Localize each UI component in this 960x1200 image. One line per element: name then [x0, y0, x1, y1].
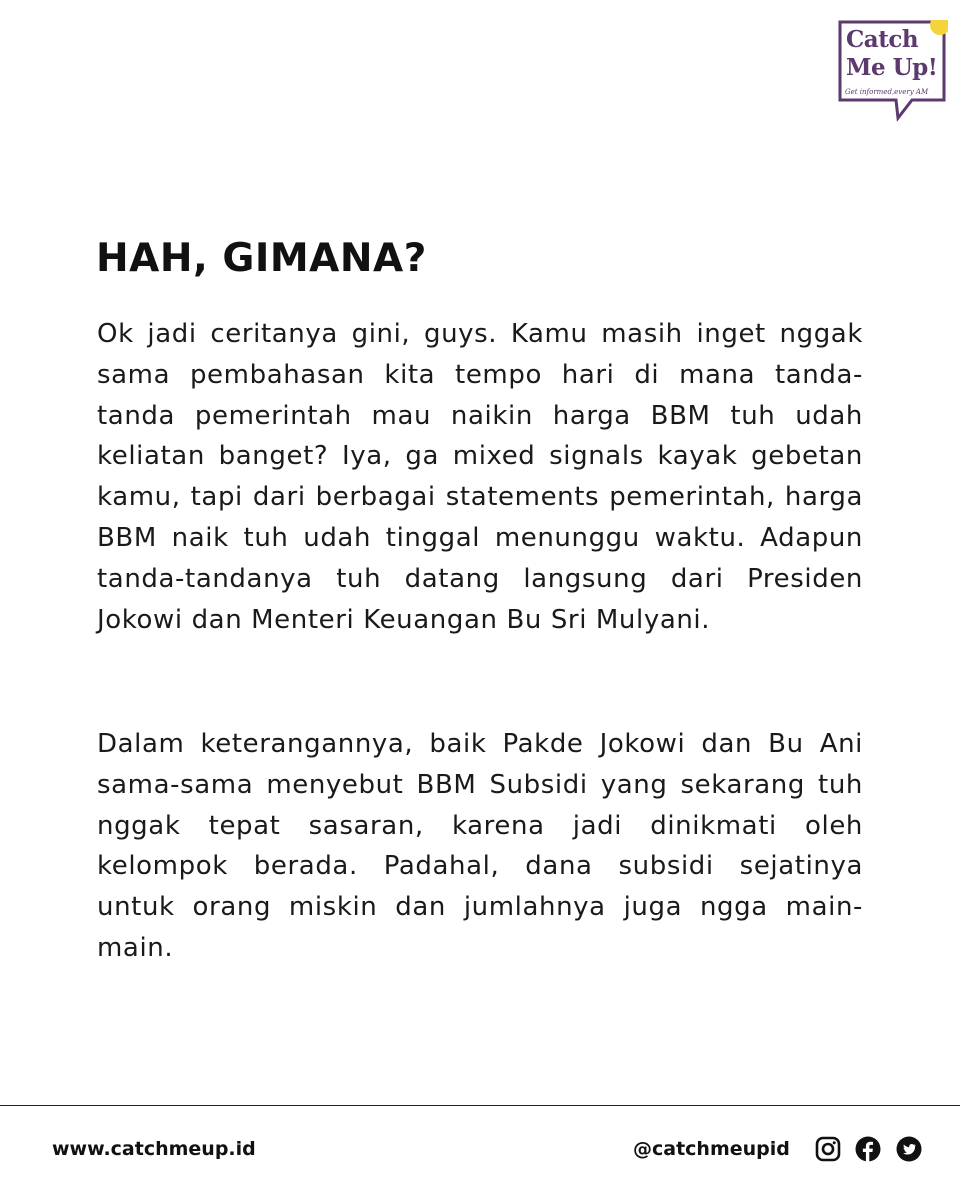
website-link[interactable]: www.catchmeup.id — [52, 1138, 256, 1160]
logo-tagline: Get informed,every AM — [845, 88, 929, 96]
instagram-icon[interactable] — [815, 1136, 841, 1162]
facebook-icon[interactable] — [855, 1136, 881, 1162]
brand-logo — [838, 20, 948, 122]
footer-divider — [0, 1105, 960, 1106]
twitter-icon[interactable] — [896, 1136, 922, 1162]
article-paragraph-2: Dalam keterangannya, baik Pakde Jokowi dan Bu Ani sama-sama menyebut BBM Subsidi yang sekarang tuh nggak tepat sasaran, karena jadi dinikmati oleh kelompok berada. Padahal, dana subsidi sejatinya untuk orang miskin dan jumlahnya juga ngga main-main. — [97, 729, 863, 963]
article-heading: HAH, GIMANA? — [96, 236, 427, 281]
logo-line-1: Catch — [846, 26, 919, 53]
article-paragraph-1: Ok jadi ceritanya gini, guys. Kamu masih inget nggak sama pembahasan kita tempo hari di mana tanda-tanda pemerintah mau naikin harga BBM tuh udah keliatan banget? Iya, ga mixed signals kayak gebetan kamu, tapi dari berbagai statements pemerintah, harga BBM naik tuh udah tinggal menunggu waktu. Adapun tanda-tandanya tuh datang langsung dari Presiden Jokowi dan Menteri Keuangan Bu Sri Mulyani. — [97, 319, 863, 635]
logo-line-2: Me Up! — [846, 54, 938, 81]
social-handle: @catchmeupid — [633, 1138, 790, 1160]
